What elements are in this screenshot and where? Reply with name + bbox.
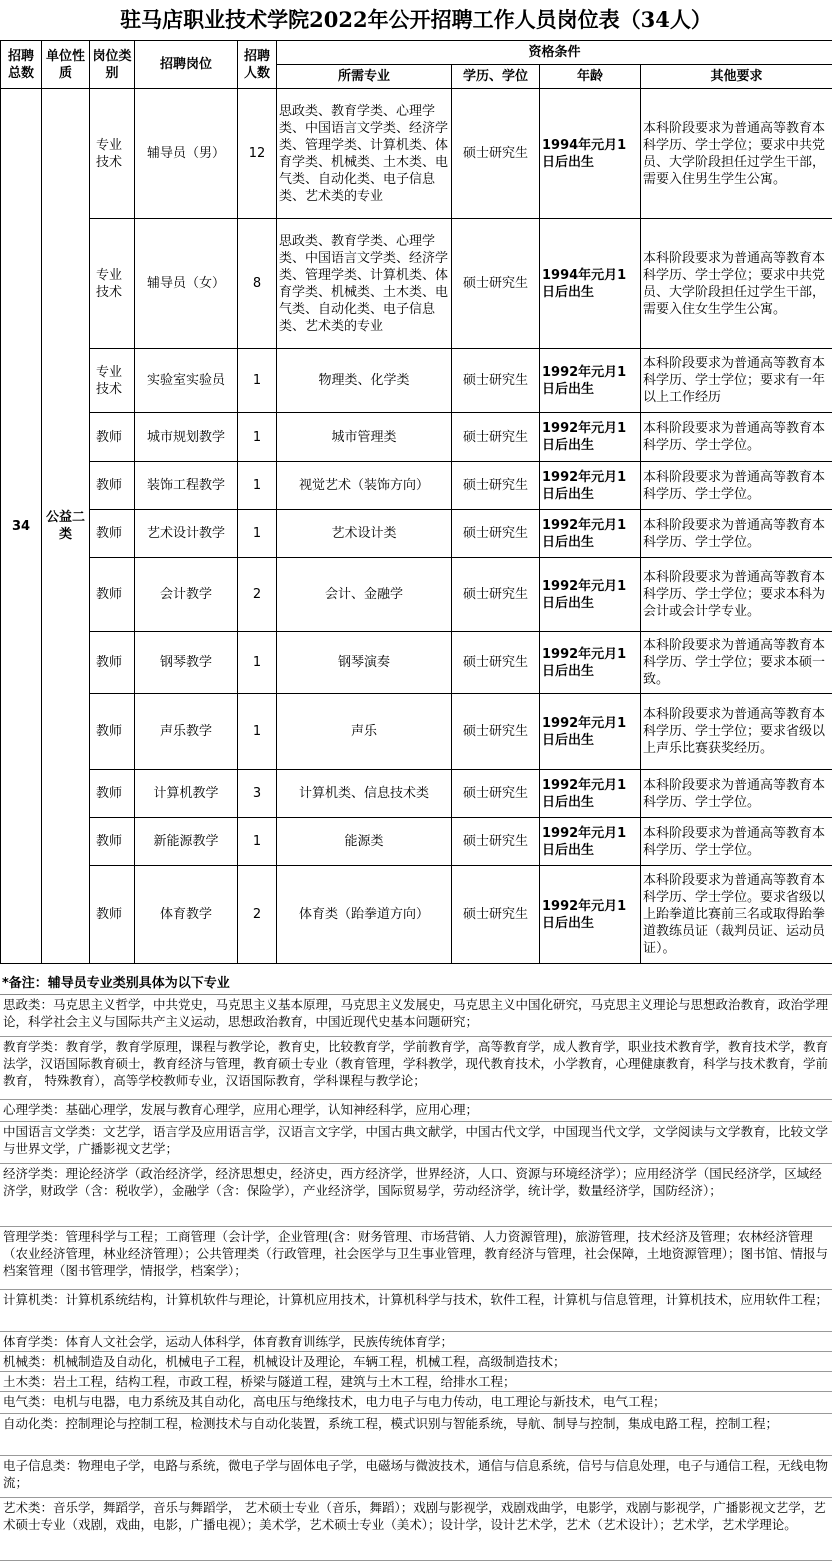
cell-degree: 硕士研究生 — [452, 349, 540, 413]
header-position: 招聘岗位 — [135, 41, 238, 89]
header-qualifications: 资格条件 — [277, 41, 832, 65]
note-item: 体育学类：体育人文社会学，运动人体科学，体育教育训练学，民族传统体育学； — [0, 1332, 832, 1352]
cell-degree: 硕士研究生 — [452, 89, 540, 219]
cell-position: 辅导员（女） — [135, 219, 238, 349]
table-row — [1, 89, 832, 219]
cell-degree: 硕士研究生 — [452, 510, 540, 558]
cell-other: 本科阶段要求为普通高等教育本科学历、学士学位。 — [641, 770, 832, 818]
cell-other: 本科阶段要求为普通高等教育本科学历、学士学位；要求中共党员、大学阶段担任过学生干部，需要入住男生学生公寓。 — [641, 89, 832, 219]
page-title: 驻马店职业技术学院2022年公开招聘工作人员岗位表（34人） — [120, 7, 712, 32]
cell-degree: 硕士研究生 — [452, 558, 540, 632]
cell-age: 1992年元月1日后出生 — [540, 413, 641, 462]
cell-category: 教师 — [90, 510, 135, 558]
cell-count: 1 — [238, 510, 277, 558]
cell-age: 1994年元月1日后出生 — [540, 89, 641, 219]
table-row — [1, 558, 832, 632]
table-row — [1, 349, 832, 413]
cell-category: 教师 — [90, 413, 135, 462]
cell-position: 会计教学 — [135, 558, 238, 632]
cell-count: 3 — [238, 770, 277, 818]
table-row — [1, 462, 832, 510]
unit-nature: 公益二类 — [42, 89, 90, 964]
cell-age: 1992年元月1日后出生 — [540, 694, 641, 770]
cell-position: 城市规划教学 — [135, 413, 238, 462]
note-item: 电子信息类：物理电子学，电路与系统，微电子学与固体电子学，电磁场与微波技术，通信与信息系统，信号与信息处理，电子与通信工程，无线电物流； — [0, 1456, 832, 1498]
cell-count: 8 — [238, 219, 277, 349]
table-row — [1, 818, 832, 866]
note-item: 中国语言文学类：文艺学，语言学及应用语言学，汉语言文字学，中国古典文献学，中国古代文学，中国现当代文学，文学阅读与文学教育，比较文学与世界文学，广播影视文艺学； — [0, 1122, 832, 1164]
cell-other: 本科阶段要求为普通高等教育本科学历、学士学位。 — [641, 510, 832, 558]
note-item: 管理学类：管理科学与工程；工商管理（会计学，企业管理(含：财务管理、市场营销、人力资源管理)，旅游管理，技术经济及管理；农林经济管理（农业经济管理，林业经济管理）；公共管理类（行政管理，社会医学与卫生事业管理，教育经济与管理，社会保障，土地资源管理）；图书馆、情报与档案管理（图书管理学，情报学，档案学）； — [0, 1227, 832, 1290]
header-degree: 学历、学位 — [452, 65, 540, 89]
cell-position: 计算机教学 — [135, 770, 238, 818]
header-count: 招聘人数 — [238, 41, 277, 89]
table-row — [1, 510, 832, 558]
cell-degree: 硕士研究生 — [452, 694, 540, 770]
cell-major: 声乐 — [277, 694, 452, 770]
cell-major: 艺术设计类 — [277, 510, 452, 558]
cell-count: 1 — [238, 632, 277, 694]
cell-degree: 硕士研究生 — [452, 413, 540, 462]
header-other: 其他要求 — [641, 65, 832, 89]
cell-count: 12 — [238, 89, 277, 219]
header-unit-nature: 单位性质 — [42, 41, 90, 89]
header-category: 岗位类别 — [90, 41, 135, 89]
header-age: 年龄 — [540, 65, 641, 89]
cell-count: 2 — [238, 866, 277, 964]
cell-major: 计算机类、信息技术类 — [277, 770, 452, 818]
cell-category: 教师 — [90, 632, 135, 694]
cell-degree: 硕士研究生 — [452, 770, 540, 818]
cell-count: 1 — [238, 694, 277, 770]
cell-age: 1992年元月1日后出生 — [540, 510, 641, 558]
table-row — [1, 770, 832, 818]
note-item: 教育学类：教育学，教育学原理，课程与教学论，教育史，比较教育学，学前教育学，高等教育学，成人教育学，职业技术教育学，教育技术学，教育法学，汉语国际教育硕士，教育经济与管理，教育硕士专业（教育管理，学科教学，现代教育技术，小学教育，心理健康教育，科学与技术教育，学前教育， 特殊教育），高等学校教师专业，汉语国际教育，学科课程与教学论； — [0, 1037, 832, 1100]
cell-age: 1992年元月1日后出生 — [540, 770, 641, 818]
header-total: 招聘总数 — [1, 41, 42, 89]
cell-category: 教师 — [90, 694, 135, 770]
note-item: 机械类：机械制造及自动化，机械电子工程，机械设计及理论，车辆工程，机械工程，高级制造技术； — [0, 1352, 832, 1372]
cell-age: 1992年元月1日后出生 — [540, 349, 641, 413]
cell-category: 教师 — [90, 818, 135, 866]
cell-degree: 硕士研究生 — [452, 219, 540, 349]
cell-position: 体育教学 — [135, 866, 238, 964]
cell-degree: 硕士研究生 — [452, 462, 540, 510]
cell-position: 辅导员（男） — [135, 89, 238, 219]
cell-category: 专业技术 — [90, 219, 135, 349]
cell-other: 本科阶段要求为普通高等教育本科学历、学士学位。 — [641, 462, 832, 510]
cell-other: 本科阶段要求为普通高等教育本科学历、学士学位；要求中共党员、大学阶段担任过学生干部，需要入住女生学生公寓。 — [641, 219, 832, 349]
cell-age: 1992年元月1日后出生 — [540, 558, 641, 632]
cell-degree: 硕士研究生 — [452, 818, 540, 866]
cell-age: 1992年元月1日后出生 — [540, 632, 641, 694]
note-item: 经济学类：理论经济学（政治经济学，经济思想史，经济史，西方经济学，世界经济，人口、资源与环境经济学）；应用经济学（国民经济学，区域经济学，财政学（含：税收学），金融学（含：保险学），产业经济学，国际贸易学，劳动经济学，统计学，数量经济学，国防经济）； — [0, 1164, 832, 1227]
cell-other: 本科阶段要求为普通高等教育本科学历、学士学位；要求有一年以上工作经历 — [641, 349, 832, 413]
table-row — [1, 866, 832, 964]
positions-table — [0, 40, 832, 964]
cell-count: 1 — [238, 413, 277, 462]
cell-major: 会计、金融学 — [277, 558, 452, 632]
cell-other: 本科阶段要求为普通高等教育本科学历、学士学位。 — [641, 818, 832, 866]
cell-major: 物理类、化学类 — [277, 349, 452, 413]
cell-major: 体育类（跆拳道方向） — [277, 866, 452, 964]
cell-position: 艺术设计教学 — [135, 510, 238, 558]
note-item: 自动化类：控制理论与控制工程，检测技术与自动化装置，系统工程，模式识别与智能系统，导航、制导与控制，集成电路工程，控制工程； — [0, 1414, 832, 1456]
notes-title: *备注：辅导员专业类别具体为以下专业 — [0, 974, 832, 995]
cell-count: 1 — [238, 349, 277, 413]
cell-other: 本科阶段要求为普通高等教育本科学历、学士学位；要求本硕一致。 — [641, 632, 832, 694]
cell-degree: 硕士研究生 — [452, 866, 540, 964]
cell-major: 城市管理类 — [277, 413, 452, 462]
cell-category: 专业技术 — [90, 349, 135, 413]
cell-other: 本科阶段要求为普通高等教育本科学历、学士学位；要求省级以上声乐比赛获奖经历。 — [641, 694, 832, 770]
cell-other: 本科阶段要求为普通高等教育本科学历、学士学位。 — [641, 413, 832, 462]
table-row — [1, 413, 832, 462]
cell-position: 新能源教学 — [135, 818, 238, 866]
table-row — [1, 219, 832, 349]
cell-age: 1992年元月1日后出生 — [540, 462, 641, 510]
note-item: 艺术类：音乐学，舞蹈学，音乐与舞蹈学， 艺术硕士专业（音乐，舞蹈）；戏剧与影视学，戏剧戏曲学，电影学，戏剧与影视学，广播影视文艺学，艺术硕士专业（戏剧，戏曲，电影，广播电视）；美术学，艺术硕士专业（美术）；设计学，设计艺术学，艺术（艺术设计）；艺术学，艺术学理论。 — [0, 1498, 832, 1561]
cell-major: 思政类、教育学类、心理学类、中国语言文学类、经济学类、管理学类、计算机类、体育学类、机械类、土木类、电气类、自动化类、电子信息类、艺术类的专业 — [277, 89, 452, 219]
cell-count: 1 — [238, 462, 277, 510]
cell-position: 声乐教学 — [135, 694, 238, 770]
cell-category: 教师 — [90, 770, 135, 818]
cell-other: 本科阶段要求为普通高等教育本科学历、学士学位；要求本科为会计或会计学专业。 — [641, 558, 832, 632]
note-item: 电气类：电机与电器，电力系统及其自动化，高电压与绝缘技术，电力电子与电力传动，电工理论与新技术，电气工程； — [0, 1392, 832, 1414]
cell-count: 2 — [238, 558, 277, 632]
cell-major: 钢琴演奏 — [277, 632, 452, 694]
total-count: 34 — [1, 89, 42, 964]
cell-age: 1994年元月1日后出生 — [540, 219, 641, 349]
note-item: 心理学类：基础心理学，发展与教育心理学，应用心理学，认知神经科学，应用心理； — [0, 1100, 832, 1122]
cell-category: 专业技术 — [90, 89, 135, 219]
cell-other: 本科阶段要求为普通高等教育本科学历、学士学位。要求省级以上跆拳道比赛前三名或取得跆拳道教练员证（裁判员证、运动员证）。 — [641, 866, 832, 964]
cell-category: 教师 — [90, 462, 135, 510]
cell-age: 1992年元月1日后出生 — [540, 866, 641, 964]
note-item: 思政类：马克思主义哲学，中共党史，马克思主义基本原理，马克思主义发展史，马克思主义中国化研究，马克思主义理论与思想政治教育，政治学理论，科学社会主义与国际共产主义运动，思想政治教育，中国近现代史基本问题研究； — [0, 995, 832, 1037]
note-item: 土木类：岩土工程，结构工程，市政工程，桥梁与隧道工程，建筑与土木工程，给排水工程； — [0, 1372, 832, 1392]
cell-position: 装饰工程教学 — [135, 462, 238, 510]
table-row — [1, 694, 832, 770]
notes-section — [0, 974, 832, 1561]
cell-position: 钢琴教学 — [135, 632, 238, 694]
cell-degree: 硕士研究生 — [452, 632, 540, 694]
cell-category: 教师 — [90, 558, 135, 632]
cell-category: 教师 — [90, 866, 135, 964]
cell-major: 视觉艺术（装饰方向） — [277, 462, 452, 510]
cell-major: 思政类、教育学类、心理学类、中国语言文学类、经济学类、管理学类、计算机类、体育学类、机械类、土木类、电气类、自动化类、电子信息类、艺术类的专业 — [277, 219, 452, 349]
header-major: 所需专业 — [277, 65, 452, 89]
cell-position: 实验室实验员 — [135, 349, 238, 413]
cell-major: 能源类 — [277, 818, 452, 866]
cell-count: 1 — [238, 818, 277, 866]
note-item: 计算机类：计算机系统结构，计算机软件与理论，计算机应用技术，计算机科学与技术，软件工程，计算机与信息管理，计算机技术，应用软件工程； — [0, 1290, 832, 1332]
cell-age: 1992年元月1日后出生 — [540, 818, 641, 866]
table-row — [1, 632, 832, 694]
